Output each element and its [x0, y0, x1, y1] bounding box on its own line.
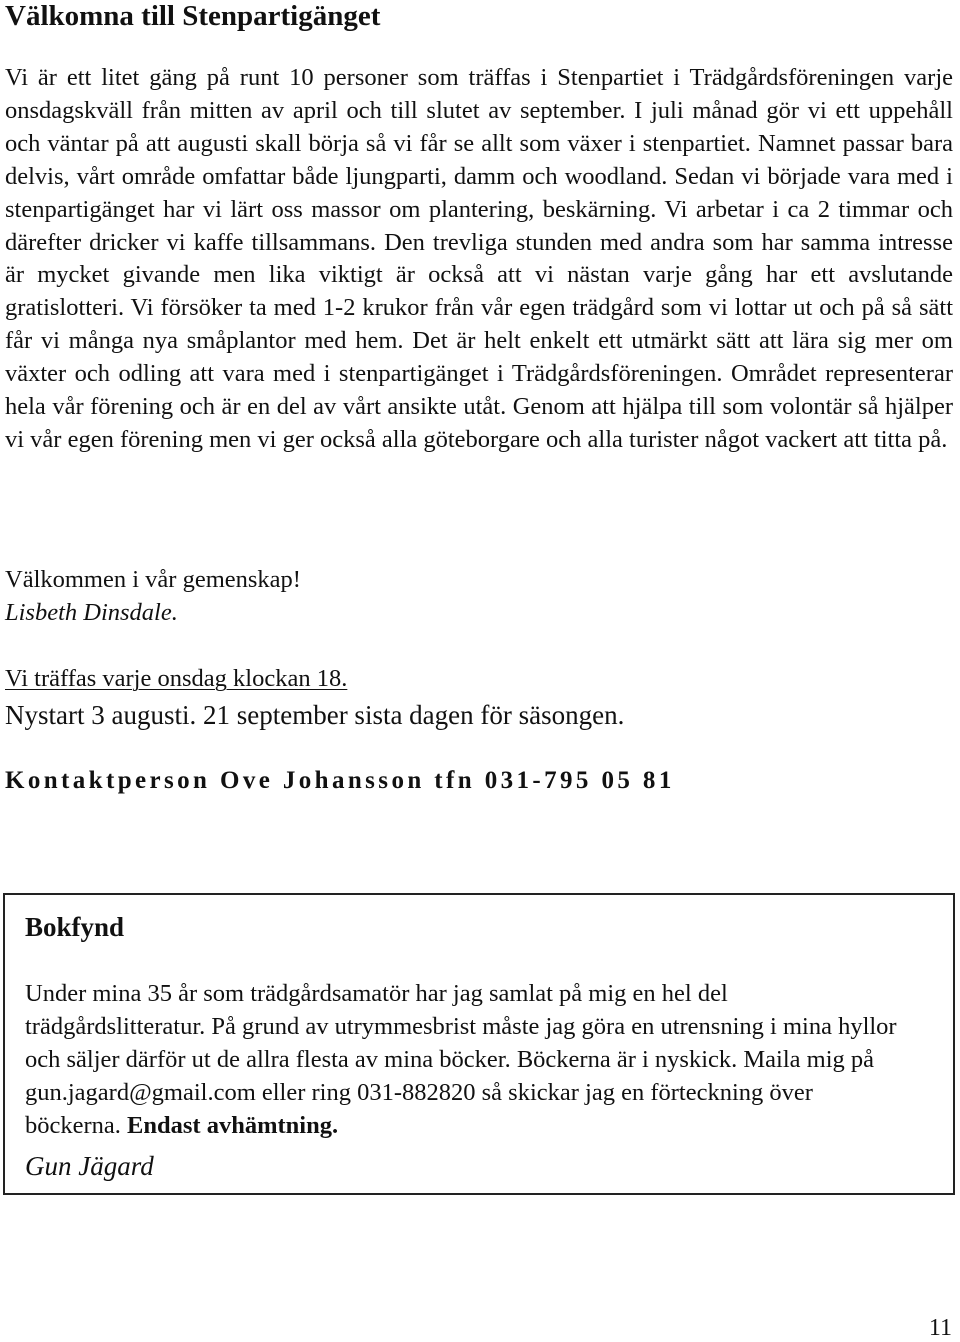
page-number: 11: [928, 1315, 952, 1341]
notice-body-text: Under mina 35 år som trädgårdsamatör har jag samlat på mig en hel del trädgårdslitteratur. På grund av utrymmesbrist måste jag göra en utrensning i mina hyllor och säljer därför ut de allra flesta av mina böcker. Böckerna är i nyskick. Maila mig på gun.jagard@gmail.com eller ring 031-882820 så skickar jag en förteckning över böckerna.: [25, 980, 897, 1139]
notice-box: [3, 893, 955, 1195]
notice-title: Bokfynd: [25, 912, 125, 942]
article-closing: Välkommen i vår gemenskap!: [5, 566, 301, 593]
contact-person: Kontaktperson Ove Johansson tfn 031-795 05 81: [5, 767, 675, 794]
notice-body: [25, 977, 913, 1142]
article-body: Vi är ett litet gäng på runt 10 personer som träffas i Stenpartiet i Trädgårdsföreningen varje onsdagskväll från mitten av april och till slutet av september. I juli månad gör vi ett uppehåll och väntar på att augusti skall börja så vi får se allt som växer i stenpartiet. Namnet passar bara delvis, vårt område omfattar både ljungparti, damm och woodland. Sedan vi började vara med i stenpartigänget har vi lärt oss massor om plantering, beskärning. Vi arbetar i ca 2 timmar och därefter dricker vi kaffe tillsammans. Den trevliga stunden med andra som har samma intresse är mycket givande men lika viktigt är också att vi nästan varje gång har ett avslutande gratislotteri. Vi försöker ta med 1-2 krukor från vår egen trädgård som vi lottar ut och på så sätt får vi många nya småplantor med hem. Det är helt enkelt ett utmärkt sätt att lära sig mer om växter och odling att vara med i stenpartigänget i Trädgårdsföreningen. Området representerar hela vår förening och är en del av vårt ansikte utåt. Genom att hjälpa till som volontär så hjälper vi vår egen förening men vi ger också alla göteborgare och alla turister något vackert att titta på.: [5, 64, 953, 453]
season-dates: Nystart 3 augusti. 21 september sista dagen för säsongen.: [5, 700, 625, 730]
article-title: Välkomna till Stenpartigänget: [5, 0, 381, 32]
article-signature: Lisbeth Dinsdale.: [5, 599, 178, 626]
notice-signature: Gun Jägard: [25, 1151, 154, 1181]
notice-emphasis: Endast avhämtning.: [127, 1112, 339, 1139]
meeting-time: Vi träffas varje onsdag klockan 18.: [5, 665, 348, 692]
